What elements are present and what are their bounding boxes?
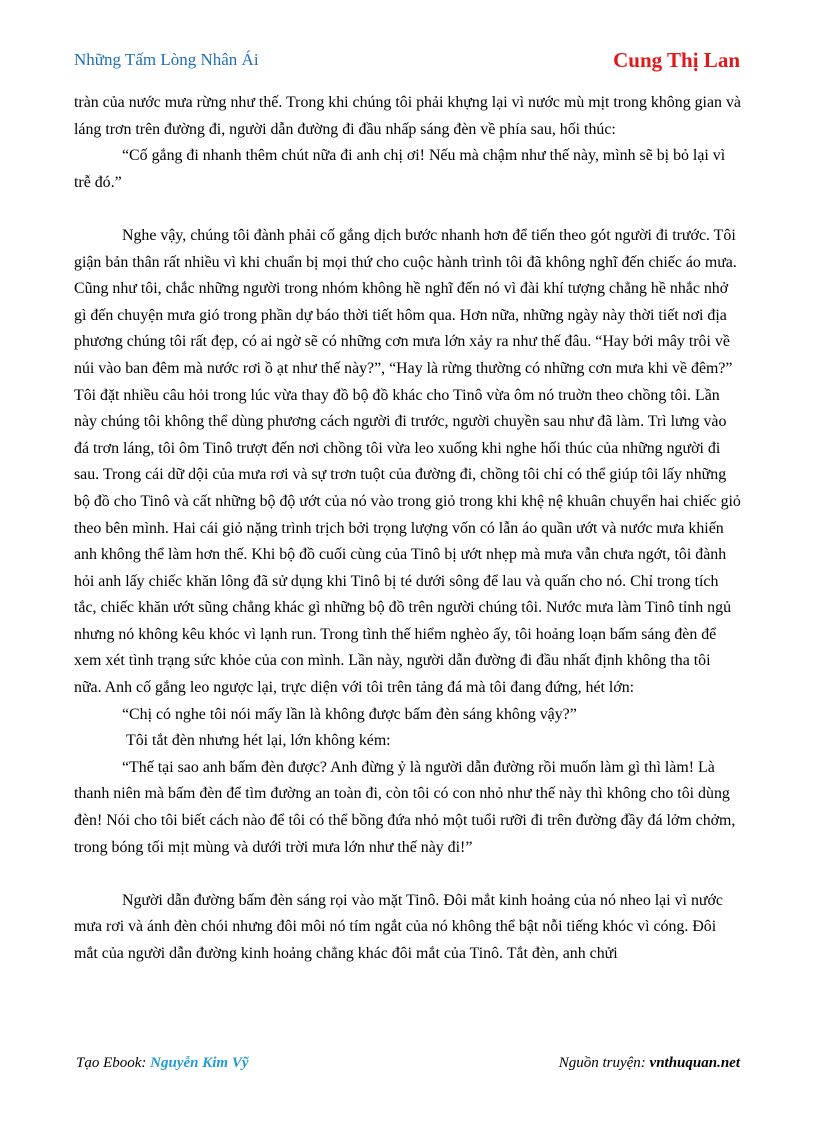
book-title: Những Tấm Lòng Nhân Ái [74, 50, 259, 69]
footer-ebook-credit [76, 1055, 249, 1072]
page-body [74, 90, 742, 968]
footer-source [559, 1055, 740, 1072]
source-site: vnthuquan.net [649, 1055, 740, 1071]
paragraph: “Thế tại sao anh bấm đèn được? Anh đừng ỷ là người dẫn đường rồi muốn làm gì thì làm! Là thanh niên mà bấm đèn để tìm đường an toàn đi, còn tôi có con nhỏ như thế này thì không cho tôi dùng đèn! Nói cho tôi biết cách nào để tôi có thể bồng đứa nhỏ một tuổi rưỡi đi trên đường đầy đá lởm chởm, trong bóng tối mịt mùng và dưới trời mưa lớn như thế này đi!” [74, 758, 736, 856]
paragraph-gap [74, 196, 742, 223]
paragraph: “Chị có nghe tôi nói mấy lần là không được bấm đèn sáng không vậy?” [122, 705, 577, 723]
ebook-label: Tạo Ebook [76, 1055, 142, 1071]
source-label: Nguồn truyện [558, 1055, 641, 1071]
paragraph: tràn của nước mưa rừng như thế. Trong khi chúng tôi phải khựng lại vì nước mù mịt trong không gian và láng trơn trên đường đi, người dẫn đường đi đầu nhấp sáng đèn về phía sau, hối thúc: [74, 94, 741, 138]
ebook-creator: Nguyễn Kim Vỹ [150, 1055, 249, 1071]
paragraph: Tôi tắt đèn nhưng hét lại, lớn không kém: [126, 732, 391, 750]
paragraph: Nghe vậy, chúng tôi đành phải cố gắng dịch bước nhanh hơn để tiến theo gót người đi trước. Tôi giận bản thân rất nhiều vì khi chuẩn bị mọi thứ cho cuộc hành trình tôi đã không nghĩ đến chiếc áo mưa. Cũng như tôi, chắc những người trong nhóm không hề nghĩ đến nó vì đài khí tượng chẳng hề nhắc nhở gì đến chuyện mưa gió trong phần dự báo thời tiết hôm qua. Hơn nữa, những ngày này thời tiết nơi địa phương chúng tôi rất đẹp, có ai ngờ sẽ có những cơn mưa lớn xảy ra như thế đâu. “Hay bởi mây trôi về núi vào ban đêm mà nước rơi ồ ạt như thế này?”, “Hay là rừng thường có những cơn mưa khi về đêm?” Tôi đặt nhiều câu hỏi trong lúc vừa thay đồ bộ đồ khác cho Tinô vừa ôm nó truờn theo chồng tôi. Lần này chúng tôi không thể dùng phương cách người đi trước, người chuyền sau như đã làm. Trì lưng vào đá trơn láng, tôi ôm Tinô trượt đến nơi chồng tôi vừa leo xuống khi nghe hối thúc của những người đi sau. Trong cái dữ dội của mưa rơi và sự trơn tuột của đường đi, chồng tôi chỉ có thể giúp tôi lấy những bộ đồ cho Tinô và cất những bộ độ ướt của nó vào trong giỏ trong khi khệ nệ khuân chuyển hai chiếc giỏ theo bên mình. Hai cái giỏ nặng trình trịch bởi trọng lượng vốn có lẫn áo quần ướt và nước mưa khiến anh không thể làm hơn thế. Khi bộ đồ cuối cùng của Tinô bị ướt nhẹp mà mưa vẫn chưa ngớt, tôi đành hỏi anh lấy chiếc khăn lông đã sử dụng khi Tinô bị té dưới sông để lau và quấn cho nó. Chỉ trong tích tắc, chiếc khăn ướt sũng chẳng khác gì những bộ đồ trên người chúng tôi. Nước mưa làm Tinô tỉnh ngủ nhưng nó không kêu khóc vì lạnh run. Trong tình thế hiểm nghèo ấy, tôi hoảng loạn bấm sáng đèn để xem xét tình trạng sức khỏe của con mình. Lần này, người dẫn đường đi đầu nhất định không tha tôi nữa. Anh cố gắng leo ngược lại, trực diện với tôi trên tảng đá mà tôi đang đứng, hét lớn: [74, 226, 741, 697]
paragraph: “Cố gắng đi nhanh thêm chút nữa đi anh chị ơi! Nếu mà chậm như thế này, mình sẽ bị bỏ lại vì trễ đó.” [74, 147, 726, 191]
paragraph-gap [74, 861, 742, 888]
ebook-separator: : [141, 1055, 151, 1071]
author-name: Cung Thị Lan [613, 48, 740, 72]
source-separator: : [640, 1055, 650, 1071]
paragraph: Người dẫn đường bấm đèn sáng rọi vào mặt Tinô. Đôi mắt kinh hoảng của nó nheo lại vì nước mưa rơi và ánh đèn chói nhưng đôi môi nó tím ngắt của nó không thể bật nỗi tiếng khóc vì cóng. Đôi mắt của người dẫn đường kinh hoảng chẳng khác đôi mắt của Tinô. Tắt đèn, anh chửi [74, 891, 723, 962]
